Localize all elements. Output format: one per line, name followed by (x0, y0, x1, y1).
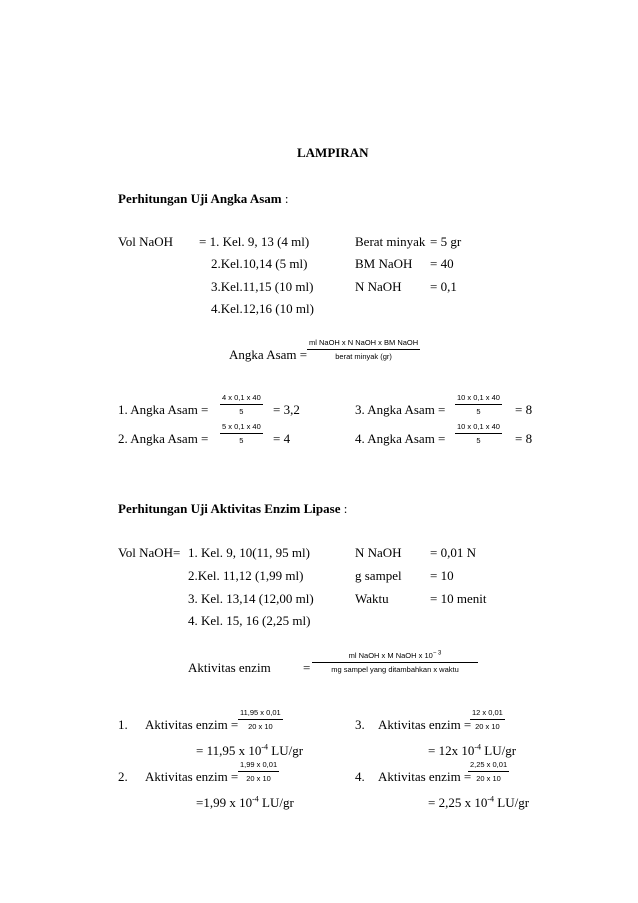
formula-equals: = (303, 660, 311, 675)
section-heading-angka-asam: Perhitungan Uji Angka Asam : (118, 191, 289, 206)
calc-lhs: Aktivitas enzim = (378, 769, 472, 784)
vol-item: = 1. Kel. 9, 13 (4 ml) (199, 234, 310, 249)
formula-lhs: Aktivitas enzim (188, 660, 271, 675)
calc-lhs: Aktivitas enzim = (378, 717, 472, 732)
fraction-denominator: berat minyak (gr) (335, 351, 392, 361)
section-heading-enzim-lipase: Perhitungan Uji Aktivitas Enzim Lipase : (118, 501, 348, 516)
calc-lhs: Aktivitas enzim = (145, 769, 239, 784)
fraction-denominator: 20 x 10 (475, 721, 500, 731)
param-label: Berat minyak (355, 234, 426, 249)
formula-fraction (307, 339, 420, 360)
param-label: Waktu (355, 591, 389, 606)
fraction-bar (455, 433, 502, 434)
fraction-numerator: 2,25 x 0,01 (470, 760, 508, 769)
page-title: LAMPIRAN (297, 145, 369, 160)
vol-naoh-label: Vol NaOH= (118, 545, 181, 560)
fraction-bar (312, 662, 478, 663)
param-value: = 10 menit (430, 591, 487, 606)
calc-result: = 11,95 x $10^{-4}$ LU/gr (196, 742, 304, 758)
fraction-numerator: 10 x 0,1 x 40 (457, 422, 500, 431)
vol-item: 4.Kel.12,16 (10 ml) (211, 301, 314, 316)
param-label: N NaOH (355, 545, 402, 560)
param-value: = 40 (430, 256, 454, 271)
fraction-bar (220, 433, 263, 434)
param-value: = 0,01 N (430, 545, 476, 560)
fraction-bar (307, 349, 420, 350)
calc-lhs: 2. Angka Asam = (118, 431, 209, 446)
vol-item: 1. Kel. 9, 10(11, 95 ml) (188, 545, 310, 560)
fraction-bar (470, 719, 505, 720)
calc-lhs: 1. Angka Asam = (118, 402, 209, 417)
calc-fraction (238, 761, 279, 782)
calc-number: 2. (118, 769, 128, 784)
fraction-bar (455, 404, 502, 405)
vol-item: 3. Kel. 13,14 (12,00 ml) (188, 591, 314, 606)
fraction-denominator: 20 x 10 (476, 773, 501, 783)
calc-result: = 8 (515, 431, 533, 446)
fraction-numerator: 11,95 x 0,01 (240, 708, 281, 717)
calc-fraction (220, 394, 263, 415)
fraction-bar (238, 771, 279, 772)
calc-lhs: 3. Angka Asam = (355, 402, 446, 417)
calc-result: = 8 (515, 402, 533, 417)
fraction-denominator: 20 x 10 (248, 721, 273, 731)
calc-result: = 4 (273, 431, 291, 446)
param-value: = 10 (430, 568, 454, 583)
calc-result: =1,99 x $10^{-4}$ LU/gr (196, 794, 294, 810)
vol-item: 4. Kel. 15, 16 (2,25 ml) (188, 613, 311, 628)
vol-naoh-label: Vol NaOH (118, 234, 174, 249)
calc-result: = 3,2 (273, 402, 300, 417)
calc-result: = 12x $10^{-4}$ LU/gr (428, 742, 517, 758)
calc-fraction (238, 709, 283, 730)
fraction-denominator: 5 (239, 406, 244, 416)
fraction-denominator: mg sampel yang ditambahkan x waktu (331, 664, 459, 674)
param-value: = 5 gr (430, 234, 462, 249)
fraction-denominator: 20 x 10 (246, 773, 271, 783)
calc-number: 1. (118, 717, 128, 732)
calc-fraction (468, 761, 509, 782)
param-label: N NaOH (355, 279, 402, 294)
param-label: g sampel (355, 568, 402, 583)
param-value: = 0,1 (430, 279, 457, 294)
calc-fraction (455, 423, 502, 444)
calc-number: 3. (355, 717, 365, 732)
fraction-bar (468, 771, 509, 772)
fraction-bar (238, 719, 283, 720)
formula-lhs: Angka Asam = (229, 347, 308, 362)
fraction-numerator: ml NaOH x M NaOH x $10^{- 3}$ (348, 650, 442, 660)
fraction-denominator: 5 (476, 406, 481, 416)
vol-item: 2.Kel. 11,12 (1,99 ml) (188, 568, 304, 583)
param-label: BM NaOH (355, 256, 413, 271)
fraction-denominator: 5 (239, 435, 244, 445)
calc-fraction (455, 394, 502, 415)
fraction-numerator: 1,99 x 0,01 (240, 760, 278, 769)
calc-number: 4. (355, 769, 365, 784)
calc-fraction (220, 423, 263, 444)
fraction-denominator: 5 (476, 435, 481, 445)
calc-lhs: 4. Angka Asam = (355, 431, 446, 446)
calc-lhs: Aktivitas enzim = (145, 717, 239, 732)
formula-fraction (312, 652, 478, 673)
vol-item: 3.Kel.11,15 (10 ml) (211, 279, 314, 294)
fraction-numerator: 10 x 0,1 x 40 (457, 393, 500, 402)
fraction-numerator: 5 x 0,1 x 40 (222, 422, 261, 431)
calc-fraction (470, 709, 505, 730)
fraction-bar (220, 404, 263, 405)
vol-item: 2.Kel.10,14 (5 ml) (211, 256, 308, 271)
fraction-numerator: 12 x 0,01 (472, 708, 503, 717)
calc-result: = 2,25 x $10^{-4}$ LU/gr (428, 794, 530, 810)
fraction-numerator: ml NaOH x N NaOH x BM NaOH (309, 338, 419, 347)
fraction-numerator: 4 x 0,1 x 40 (222, 393, 261, 402)
